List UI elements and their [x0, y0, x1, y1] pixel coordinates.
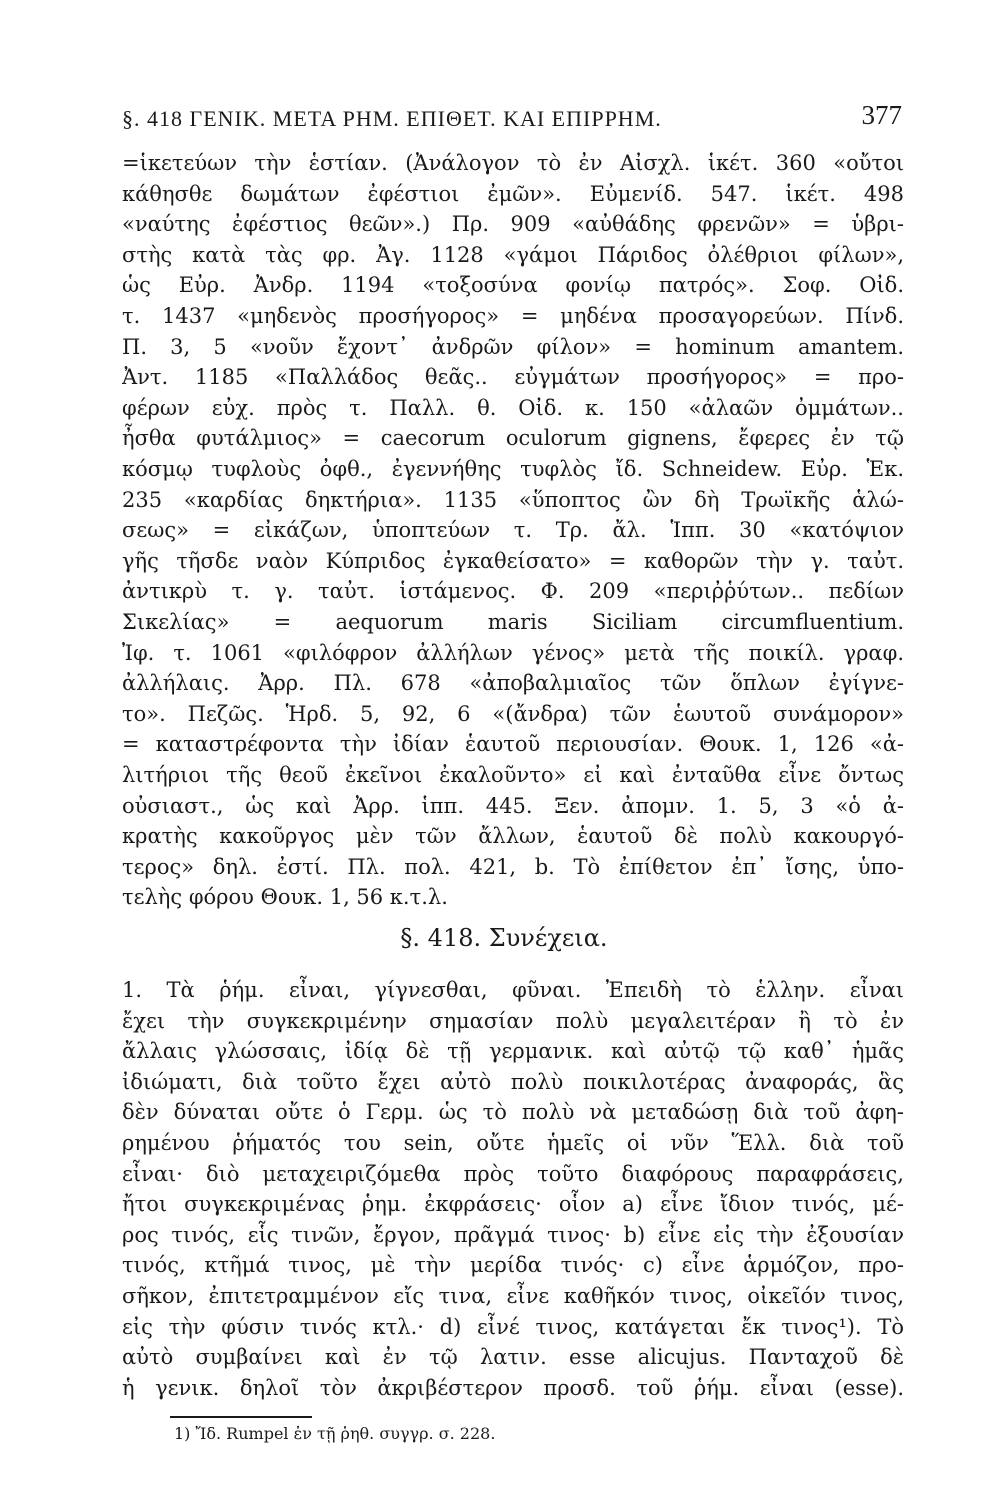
page-number: 377 [861, 100, 902, 130]
body-line: ὡς Εὐρ. Ἀνδρ. 1194 «τοξοσύνα φονίῳ πατρός». Σοφ. Οἰδ. [122, 273, 904, 298]
body-line-last: τελὴς φόρου Θουκ. 1, 56 κ.τ.λ. [122, 885, 448, 910]
section-line: ἤτοι συγκεκριμένας ῥημ. ἐκφράσεις· οἷον a) εἶνε ἴδιον τινός, μέ- [122, 1192, 904, 1217]
body-line: κρατὴς κακοῦργος μὲν τῶν ἄλλων, ἑαυτοῦ δὲ πολὺ κακουργό- [122, 824, 904, 849]
body-line: κάθησθε δωμάτων ἐφέστιοι ἐμῶν». Εὐμενίδ. 547. ἱκέτ. 498 [122, 181, 904, 206]
footnote: 1) Ἴδ. Rumpel ἐν τῇ ῥηθ. συγγρ. σ. 228. [174, 1424, 496, 1444]
section-line: ἄλλαις γλώσσαις, ἰδίᾳ δὲ τῇ γερμανικ. καὶ αὐτῷ τῷ καθ᾽ ἡμᾶς [122, 1039, 904, 1064]
body-line: ἦσθα φυτάλμιος» = caecorum oculorum gignens, ἔφερες ἐν τῷ [122, 426, 904, 451]
section-line: σῆκον, ἐπιτετραμμένον εἴς τινα, εἶνε καθῆκόν τινος, οἰκεῖόν τινος, [122, 1284, 904, 1308]
body-line: γῆς τῆσδε ναὸν Κύπριδος ἐγκαθείσατο» = καθορῶν τὴν γ. ταὐτ. [122, 548, 904, 573]
section-line: ρημένου ῥήματός του sein, οὔτε ἡμεῖς οἱ νῦν Ἕλλ. διὰ τοῦ [122, 1131, 904, 1155]
section-line: εἶναι· διὸ μεταχειριζόμεθα πρὸς τοῦτο διαφόρους παραφράσεις, [122, 1161, 904, 1186]
body-line: λιτήριοι τῆς θεοῦ ἐκεῖνοι ἐκαλοῦντο» εἰ καὶ ἐνταῦθα εἶνε ὄντως [122, 763, 904, 787]
section-line: εἰς τὴν φύσιν τινός κτλ.· d) εἶνέ τινος, κατάγεται ἔκ τινος¹). Τὸ [122, 1314, 904, 1339]
header-title: §. 418 ΓΕΝΙΚ. ΜΕΤΑ ΡΗΜ. ΕΠΙΘΕΤ. ΚΑΙ ΕΠΙΡΡΗΜ. [122, 106, 662, 131]
body-line: 235 «καρδίας δηκτήρια». 1135 «ὕποπτος ὢν δὴ Τρωϊκῆς ἁλώ- [122, 487, 904, 512]
section-line: ἔχει τὴν συγκεκριμένην σημασίαν πολὺ μεγαλειτέραν ἢ τὸ ἐν [122, 1008, 904, 1033]
body-line: =ἱκετεύων τὴν ἑστίαν. (Ἀνάλογον τὸ ἐν Αἰσχλ. ἱκέτ. 360 «οὔτοι [122, 151, 904, 175]
section-line: 1. Τὰ ῥήμ. εἶναι, γίγνεσθαι, φῦναι. Ἐπειδὴ τὸ ἑλλην. εἶναι [122, 978, 904, 1002]
section-line: δὲν δύναται οὔτε ὁ Γερμ. ὡς τὸ πολὺ νὰ μεταδώσῃ διὰ τοῦ ἀφη- [122, 1100, 904, 1125]
body-line: σεως» = εἰκάζων, ὑποπτεύων τ. Τρ. ἄλ. Ἱππ. 30 «κατόψιον [122, 518, 904, 543]
body-line: τ. 1437 «μηδενὸς προσήγορος» = μηδένα προσαγορεύων. Πίνδ. [122, 304, 904, 328]
section-line: ἡ γενικ. δηλοῖ τὸν ἀκριβέστερον προσδ. τοῦ ῥήμ. εἶναι (esse). [122, 1375, 904, 1400]
body-line: Σικελίας» = aequorum maris Siciliam circumfluentium. [122, 610, 904, 634]
footnote-divider [170, 1416, 312, 1418]
body-line: το». Πεζῶς. Ἡρδ. 5, 92, 6 «(ἄνδρα) τῶν ἑωυτοῦ συνάμορον» [122, 701, 904, 726]
section-line: αὐτὸ συμβαίνει καὶ ἐν τῷ λατιν. esse alicujus. Πανταχοῦ δὲ [122, 1345, 904, 1370]
body-line: «ναύτης ἐφέστιος θεῶν».) Πρ. 909 «αὐθάδης φρενῶν» = ὑβρι- [122, 212, 904, 237]
body-line: στὴς κατὰ τὰς φρ. Ἀγ. 1128 «γάμοι Πάριδος ὀλέθριοι φίλων», [122, 242, 904, 267]
section-heading: §. 418. Συνέχεια. [400, 924, 608, 952]
body-line: οὐσιαστ., ὡς καὶ Ἀρρ. ἱππ. 445. Ξεν. ἀπομν. 1. 5, 3 «ὁ ἀ- [122, 793, 904, 818]
section-line: ρος τινός, εἷς τινῶν, ἔργον, πρᾶγμά τινος· b) εἶνε εἰς τὴν ἐξουσίαν [122, 1222, 904, 1247]
body-line: ἀλλήλαις. Ἀρρ. Πλ. 678 «ἀποβαλμιαῖος τῶν ὅπλων ἐγίγνε- [122, 671, 904, 696]
body-line: = καταστρέφοντα τὴν ἰδίαν ἑαυτοῦ περιουσίαν. Θουκ. 1, 126 «ἀ- [122, 732, 904, 757]
body-line: κόσμῳ τυφλοὺς ὀφθ., ἐγεννήθης τυφλὸς ἴδ. Schneidew. Εὐρ. Ἑκ. [122, 457, 904, 481]
body-line: τερος» δηλ. ἐστί. Πλ. πολ. 421, b. Τὸ ἐπίθετον ἐπ᾽ ἴσης, ὑπο- [122, 854, 904, 879]
body-line: Π. 3, 5 «νοῦν ἔχοντ᾽ ἀνδρῶν φίλον» = hominum amantem. [122, 334, 904, 359]
body-line: Ἰφ. τ. 1061 «φιλόφρον ἀλλήλων γένος» μετὰ τῆς ποικίλ. γραφ. [122, 640, 904, 665]
body-line: ἀντικρὺ τ. γ. ταὐτ. ἱστάμενος. Φ. 209 «περιῤῥύτων.. πεδίων [122, 579, 904, 604]
running-header [122, 100, 904, 140]
section-line: ἰδιώματι, διὰ τοῦτο ἔχει αὐτὸ πολὺ ποικιλοτέρας ἀναφοράς, ἃς [122, 1069, 904, 1094]
body-line: Ἀντ. 1185 «Παλλάδος θεᾶς.. εὐγμάτων προσήγορος» = προ- [122, 365, 904, 390]
section-line: τινός, κτῆμά τινος, μὲ τὴν μερίδα τινός· c) εἶνε ἁρμόζον, προ- [122, 1253, 904, 1278]
body-line: φέρων εὐχ. πρὸς τ. Παλλ. θ. Οἰδ. κ. 150 «ἀλαῶν ὀμμάτων.. [122, 395, 904, 420]
